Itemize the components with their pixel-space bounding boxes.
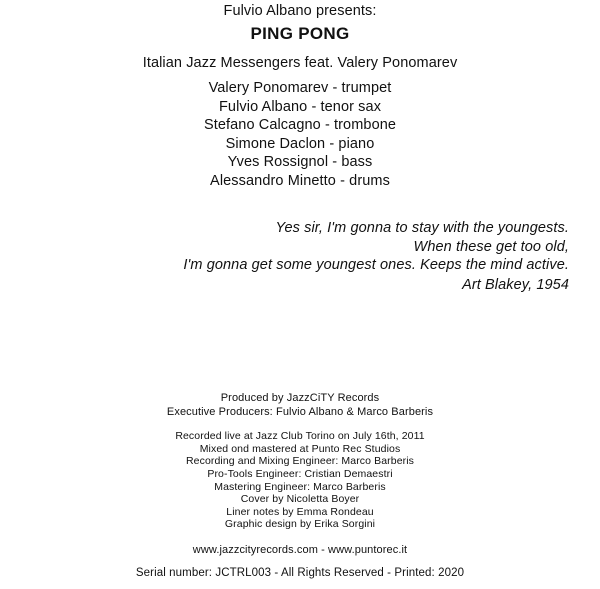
list-item: Stefano Calcagno - trombone (203, 117, 397, 133)
list-item: Fulvio Albano - tenor sax (218, 98, 382, 115)
credit-line: Liner notes by Emma Rondeau (226, 505, 374, 518)
website-separator: - (317, 544, 329, 556)
list-item: Simone Daclon - piano (225, 135, 375, 152)
list-item: Valery Ponomarev - trumpet (208, 80, 392, 96)
credit-line: Graphic design by Erika Sorgini (224, 518, 376, 531)
presents-line: Fulvio Albano presents: (223, 3, 377, 19)
credit-line: Recording and Mixing Engineer: Marco Barberis (185, 455, 415, 468)
recording-credits (0, 430, 600, 531)
header-credits (0, 0, 600, 190)
list-item: Alessandro Minetto - drums (210, 172, 390, 189)
credit-line: Cover by Nicoletta Boyer (240, 493, 360, 506)
puntorec-website-link[interactable]: www.puntorec.it (328, 544, 408, 556)
jazzcity-website-link[interactable]: www.jazzcityrecords.com (192, 544, 318, 556)
production-credits (0, 392, 600, 419)
credit-line: Mastering Engineer: Marco Barberis (214, 480, 386, 493)
musician-list (0, 79, 600, 190)
serial-number-line: Serial number: JCTRL003 - All Rights Reserved - Printed: 2020 (135, 567, 465, 579)
quote-attribution: Art Blakey, 1954 (462, 276, 569, 293)
credit-line: Produced by JazzCiTY Records (220, 392, 380, 405)
band-line: Italian Jazz Messengers feat. Valery Ponomarev (142, 55, 458, 71)
credit-line: Recorded live at Jazz Club Torino on July 16th, 2011 (175, 430, 425, 443)
list-item: Yves Rossignol - bass (227, 154, 373, 170)
website-line (0, 543, 600, 557)
album-title: PING PONG (250, 24, 350, 43)
credit-line: Pro-Tools Engineer: Cristian Demaestri (207, 468, 393, 481)
credit-line: Mixed ond mastered at Punto Rec Studios (199, 442, 401, 455)
quote-line: Yes sir, I'm gonna to stay with the youngests. (275, 220, 569, 236)
credit-line: Executive Producers: Fulvio Albano & Marco Barberis (166, 405, 434, 418)
quote-line: I'm gonna get some youngest ones. Keeps the mind active. (183, 257, 569, 273)
footer-credits (0, 392, 600, 581)
quotation-block (183, 219, 569, 294)
quote-line: When these get too old, (413, 238, 569, 255)
